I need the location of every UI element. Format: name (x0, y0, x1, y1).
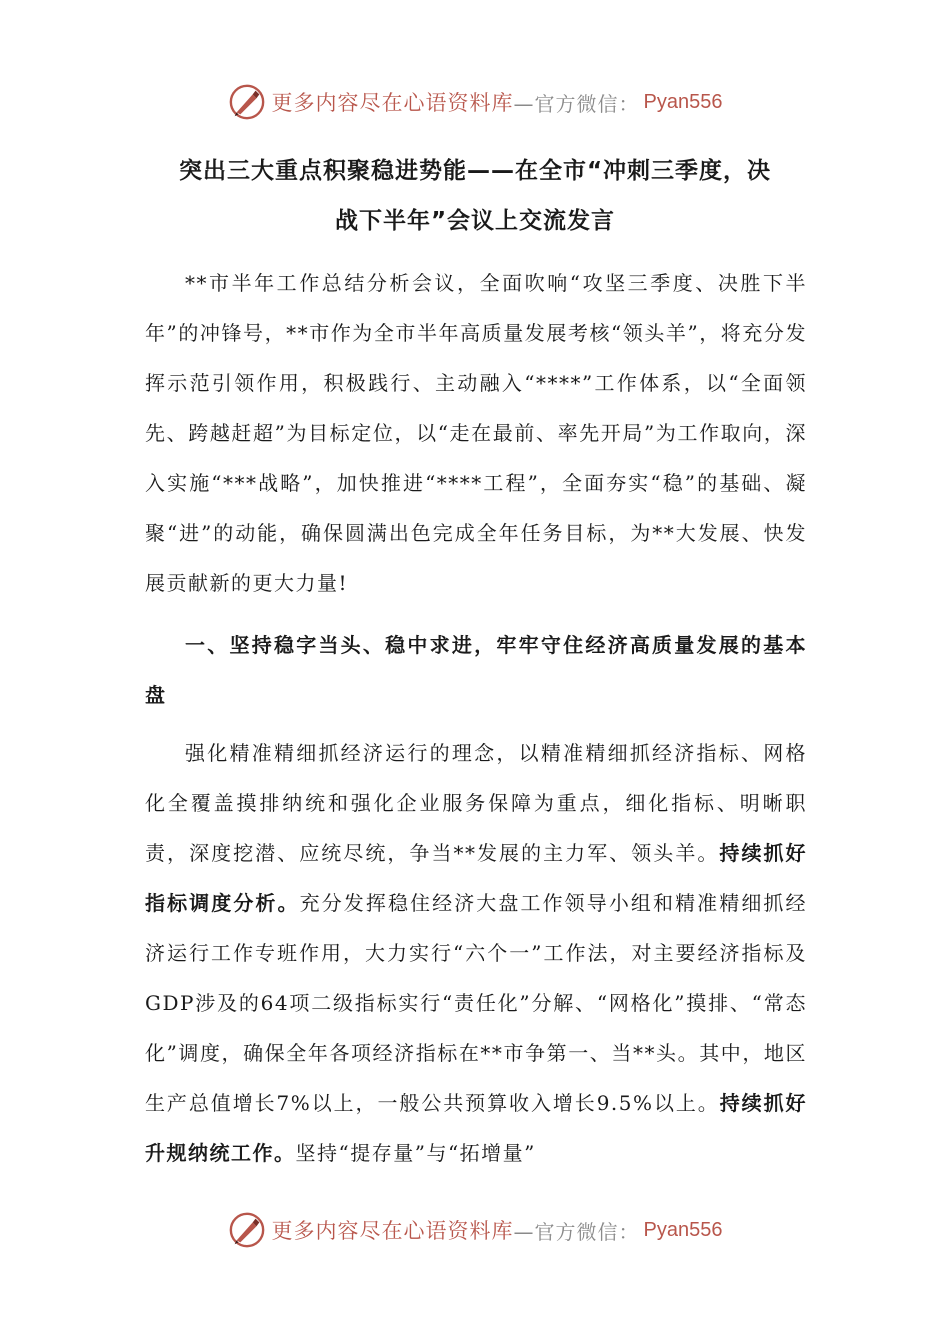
watermark-brand: 更多内容尽在心语资料库 (271, 91, 514, 115)
section-1-paragraph (145, 728, 807, 1178)
section-1-text-1: 强化精准精细抓经济运行的理念，以精准精细抓经济指标、网格化全覆盖摸排纳统和强化企业服务保障为重点，细化指标、明晰职责，深度挖潜、应统尽统，争当**发展的主力军、领头羊。 (145, 741, 807, 865)
section-1-text-3: 坚持“提存量”与“拓增量” (295, 1141, 536, 1165)
watermark-official-label: —官方微信： (513, 1219, 640, 1244)
section-1-bold-1: 持续抓好指标调度分析。 (145, 841, 808, 915)
title-line-2: 战下半年”会议上交流发言 (334, 208, 616, 234)
pen-logo-icon (228, 83, 266, 121)
document-body (145, 258, 807, 1178)
watermark-brand: 更多内容尽在心语资料库 (271, 1219, 514, 1243)
watermark-banner-bottom (0, 1208, 950, 1252)
document-title (145, 146, 805, 246)
watermark-wechat-id: Pyan556 (643, 90, 723, 113)
section-1-heading: 一、坚持稳字当头、稳中求进，牢牢守住经济高质量发展的基本盘 (145, 633, 807, 707)
pen-logo-icon (228, 1211, 266, 1249)
watermark-banner-top (0, 80, 950, 124)
section-1-bold-2: 持续抓好升规纳统工作。 (145, 1091, 808, 1165)
title-line-1: 突出三大重点积聚稳进势能——在全市“冲刺三季度，决 (178, 158, 772, 184)
section-1-text-2: 充分发挥稳住经济大盘工作领导小组和精准精细抓经济运行工作专班作用，大力实行“六个一”工作法，对主要经济指标及GDP涉及的64项二级指标实行“责任化”分解、“网格化”摸排、“常态化”调度，确保全年各项经济指标在**市争第一、当**头。其中，地区生产总值增长7%以上，一般公共预算收入增长9.5%以上。 (145, 891, 808, 1115)
watermark-official-label: —官方微信： (513, 91, 640, 116)
watermark-wechat-id: Pyan556 (643, 1218, 723, 1241)
intro-paragraph: **市半年工作总结分析会议，全面吹响“攻坚三季度、决胜下半年”的冲锋号，**市作为全市半年高质量发展考核“领头羊”，将充分发挥示范引领作用，积极践行、主动融入“****”工作体系，以“全面领先、跨越赶超”为目标定位，以“走在最前、率先开局”为工作取向，深入实施“***战略”，加快推进“****工程”，全面夯实“稳”的基础、凝聚“进”的动能，确保圆满出色完成全年任务目标，为**大发展、快发展贡献新的更大力量! (145, 271, 807, 595)
